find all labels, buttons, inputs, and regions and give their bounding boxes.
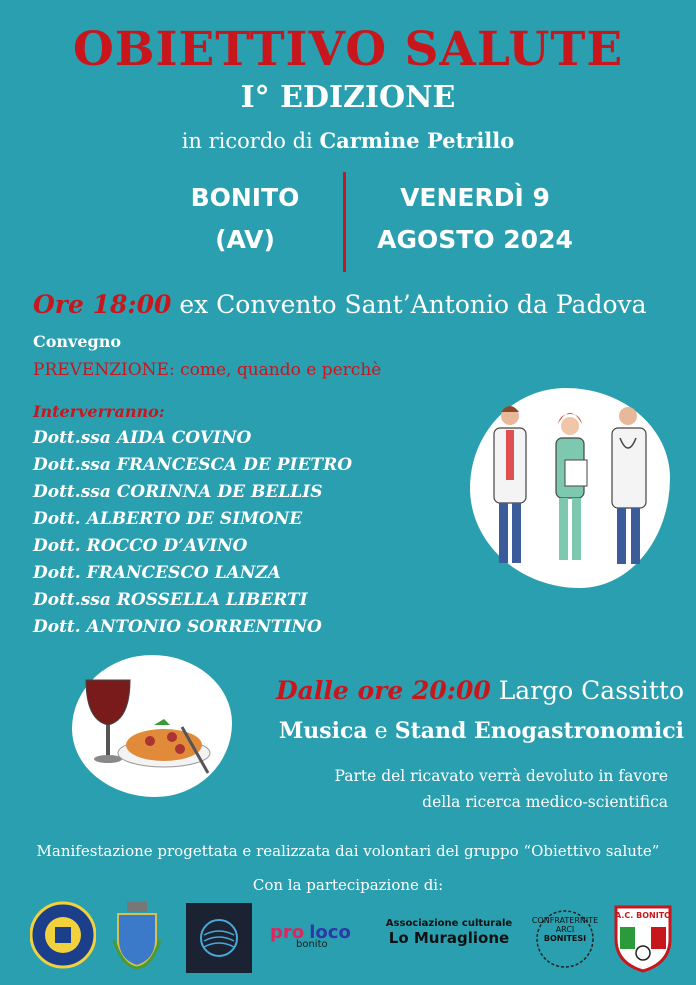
divider-line xyxy=(343,172,346,272)
session1-topic xyxy=(33,360,381,380)
donation-note-line2: della ricerca medico-scientifica xyxy=(422,793,668,811)
speaker-item: Dott.ssa FRANCESCA DE PIETRO xyxy=(33,455,353,475)
asd-shield-icon xyxy=(30,900,96,970)
session1-location: ex Convento Sant’Antonio da Padova xyxy=(179,290,647,319)
event-title: OBIETTIVO SALUTE xyxy=(72,22,624,77)
speaker-item: Dott. FRANCESCO LANZA xyxy=(33,563,281,583)
conj-label: e xyxy=(374,719,388,744)
session2-heading xyxy=(276,676,684,705)
confraternite-name: CONFRATERNITE ARCI xyxy=(531,916,599,934)
memorial-prefix: in ricordo di xyxy=(181,129,313,153)
topic-bold: PREVENZIONE: xyxy=(33,360,175,380)
giovani-logo xyxy=(186,903,252,973)
speakers-heading: Interverranno: xyxy=(33,402,165,421)
asd-atletico-logo xyxy=(30,900,96,970)
session1-time: Ore 18:00 xyxy=(33,290,172,319)
confraternite-sub: BONITESI xyxy=(543,934,587,943)
proloco-pro: pro xyxy=(270,922,305,943)
doctors-illustration xyxy=(470,388,670,588)
memorial-line xyxy=(0,128,696,153)
speaker-item: Dott. ROCCO D’AVINO xyxy=(33,536,248,556)
assoc-line1: Associazione culturale xyxy=(385,918,513,929)
session1-heading xyxy=(33,290,647,319)
assoc-line2: Lo Muraglione xyxy=(388,929,510,947)
place-town: BONITO xyxy=(190,183,300,212)
lo-muraglione-logo xyxy=(380,918,518,947)
confraternite-logo xyxy=(530,906,600,972)
ac-bonito-name: A.C. BONITO xyxy=(615,911,671,920)
participation-label: Con la partecipazione di: xyxy=(252,876,444,894)
proloco-logo xyxy=(270,922,370,956)
speaker-item: Dott.ssa ROSSELLA LIBERTI xyxy=(33,590,308,610)
stands-label: Stand Enogastronomici xyxy=(394,718,684,744)
wine-pasta-icon xyxy=(72,655,232,797)
session2-time: Dalle ore 20:00 xyxy=(276,676,491,705)
speaker-item: Dott. ALBERTO DE SIMONE xyxy=(33,509,303,529)
date-month-year: AGOSTO 2024 xyxy=(377,225,573,254)
donation-note-line1: Parte del ricavato verrà devoluto in favore xyxy=(334,767,668,785)
memorial-name: Carmine Petrillo xyxy=(319,128,515,153)
speaker-item: Dott. ANTONIO SORRENTINO xyxy=(33,617,322,637)
speaker-item: Dott.ssa CORINNA DE BELLIS xyxy=(33,482,323,502)
session2-activities xyxy=(279,718,684,744)
speaker-item: Dott.ssa AIDA COVINO xyxy=(33,428,252,448)
edition-label: I° EDIZIONE xyxy=(240,80,456,115)
globe-icon xyxy=(186,903,252,973)
music-label: Musica xyxy=(278,718,368,744)
topic-rest: come, quando e perchè xyxy=(180,360,382,380)
date-day: VENERDÌ 9 xyxy=(400,183,550,212)
organizers-note: Manifestazione progettata e realizzata dai volontari del gruppo “Obiettivo salute” xyxy=(36,842,660,860)
ac-bonito-logo xyxy=(612,903,674,973)
session2-location: Largo Cassitto xyxy=(498,676,684,705)
proloco-loco: loco xyxy=(309,922,351,943)
doctors-icon xyxy=(470,388,670,588)
comune-crest xyxy=(112,900,162,970)
place-province: (AV) xyxy=(215,225,275,254)
session1-type: Convegno xyxy=(33,332,122,351)
food-illustration xyxy=(72,655,232,797)
proloco-sub: bonito xyxy=(296,939,328,950)
crest-icon xyxy=(112,900,162,970)
